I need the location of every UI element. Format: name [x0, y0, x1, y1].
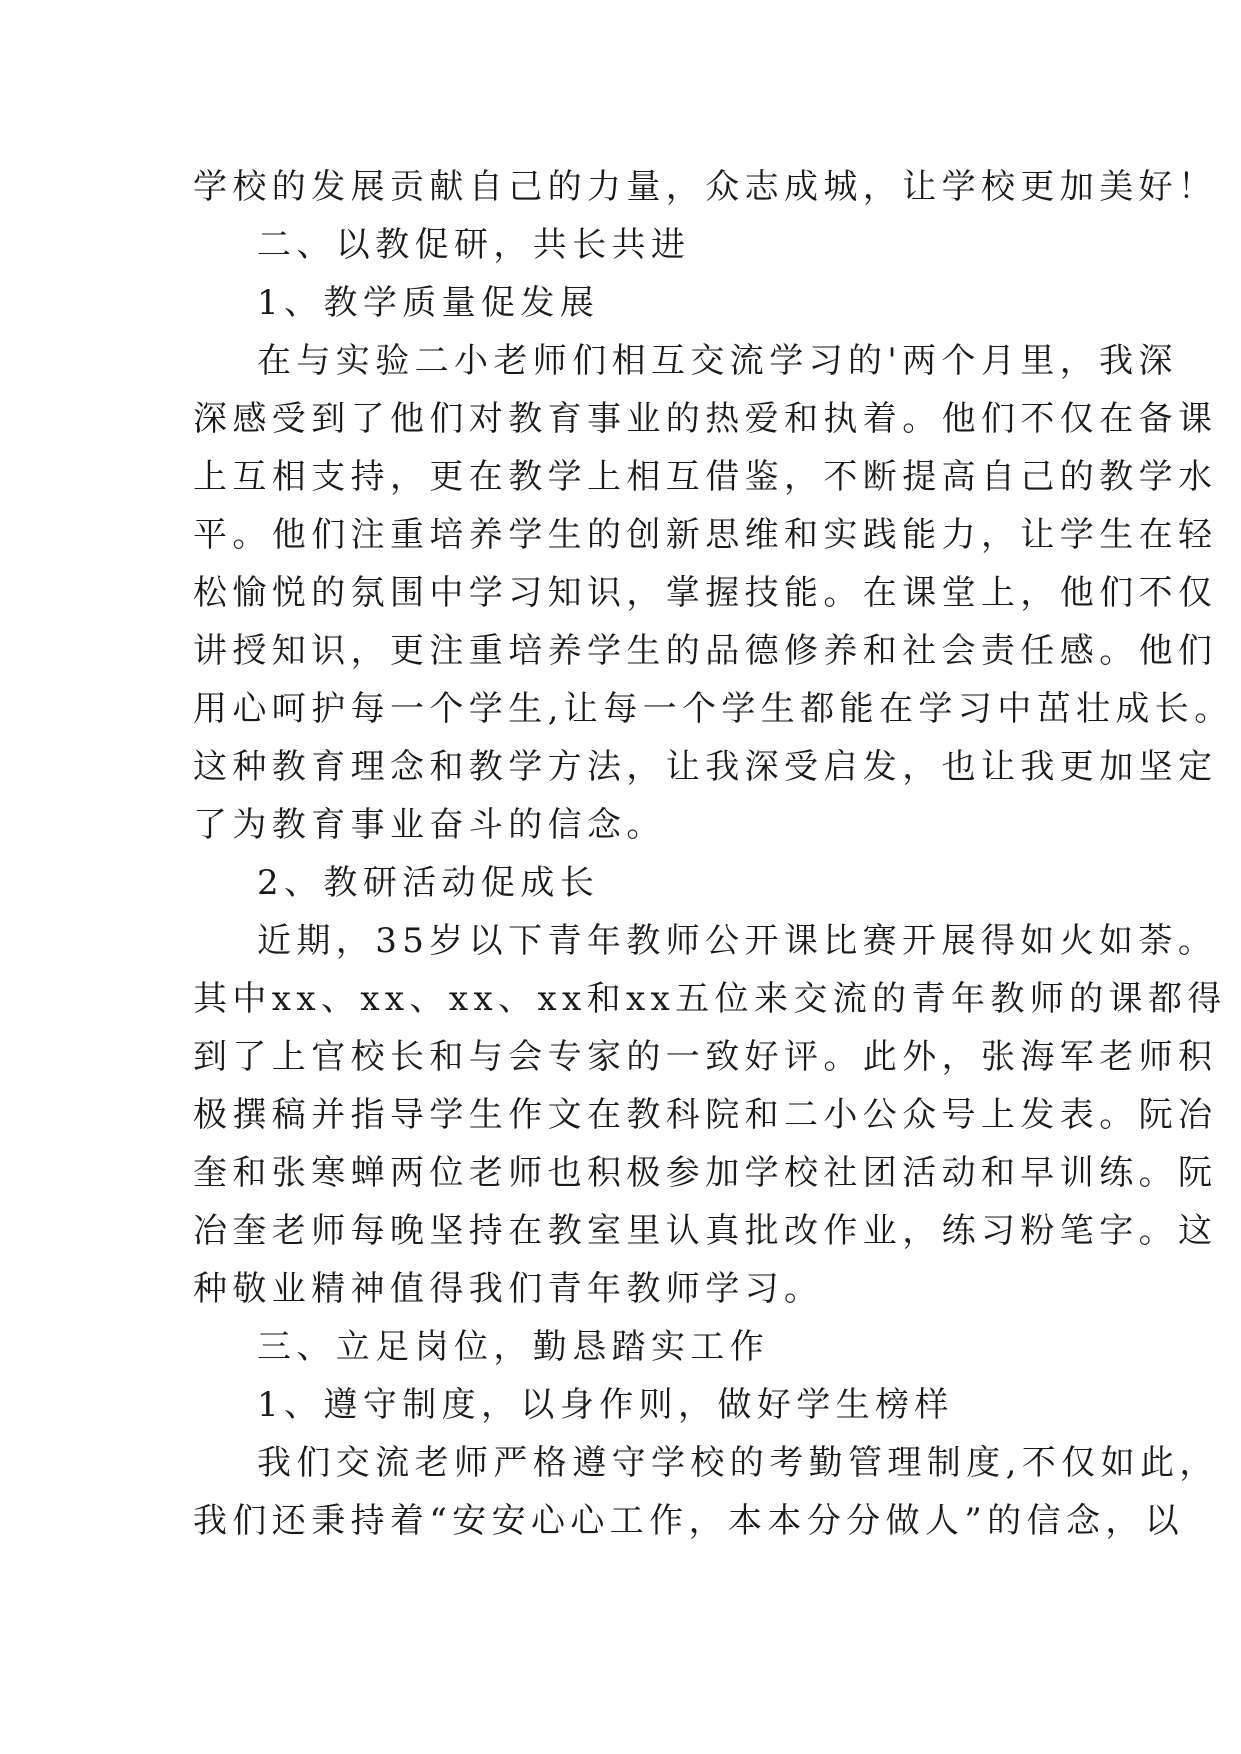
text-line: 奎和张寒蝉两位老师也积极参加学校社团活动和早训练。阮	[193, 1153, 1218, 1193]
text-line: 用心呵护每一个学生,让每一个学生都能在学习中茁壮成长。	[193, 689, 1234, 729]
text-line: 种敬业精神值得我们青年教师学习。	[193, 1269, 824, 1309]
text-line: 我们交流老师严格遵守学校的考勤管理制度,不仅如此，	[257, 1443, 1219, 1483]
text-line: 深感受到了他们对教育事业的热爱和执着。他们不仅在备课	[193, 399, 1218, 439]
text-line: 冶奎老师每晚坚持在教室里认真批改作业，练习粉笔字。这	[193, 1211, 1218, 1251]
text-line: 到了上官校长和与会专家的一致好评。此外，张海军老师积	[193, 1037, 1218, 1077]
text-line: 讲授知识，更注重培养学生的品德修养和社会责任感。他们	[193, 631, 1218, 671]
subsection-heading: 1、教学质量促发展	[257, 283, 600, 323]
text-line: 松愉悦的氛围中学习知识，掌握技能。在课堂上，他们不仅	[193, 573, 1218, 613]
subsection-heading: 1、遵守制度，以身作则，做好学生榜样	[257, 1385, 954, 1425]
text-line: 上互相支持，更在教学上相互借鉴，不断提高自己的教学水	[193, 457, 1218, 497]
text-line: 在与实验二小老师们相互交流学习的'两个月里，我深	[257, 341, 1178, 381]
text-line: 了为教育事业奋斗的信念。	[193, 805, 666, 845]
section-heading: 二、以教促研，共长共进	[257, 225, 691, 265]
text-line: 这种教育理念和教学方法，让我深受启发，也让我更加坚定	[193, 747, 1218, 787]
document-page	[193, 158, 1234, 1550]
text-line: 极撰稿并指导学生作文在教科院和二小公众号上发表。阮冶	[193, 1095, 1218, 1135]
section-heading: 三、立足岗位，勤恳踏实工作	[257, 1327, 770, 1367]
text-line: 学校的发展贡献自己的力量，众志成城，让学校更加美好！	[193, 167, 1218, 207]
text-line: 平。他们注重培养学生的创新思维和实践能力，让学生在轻	[193, 515, 1218, 555]
subsection-heading: 2、教研活动促成长	[257, 863, 600, 903]
text-line: 其中xx、xx、xx、xx和xx五位来交流的青年教师的课都得	[193, 979, 1227, 1019]
text-line: 近期，35岁以下青年教师公开课比赛开展得如火如荼。	[257, 921, 1218, 961]
text-line: 我们还秉持着“安安心心工作，本本分分做人”的信念，以	[193, 1501, 1185, 1541]
